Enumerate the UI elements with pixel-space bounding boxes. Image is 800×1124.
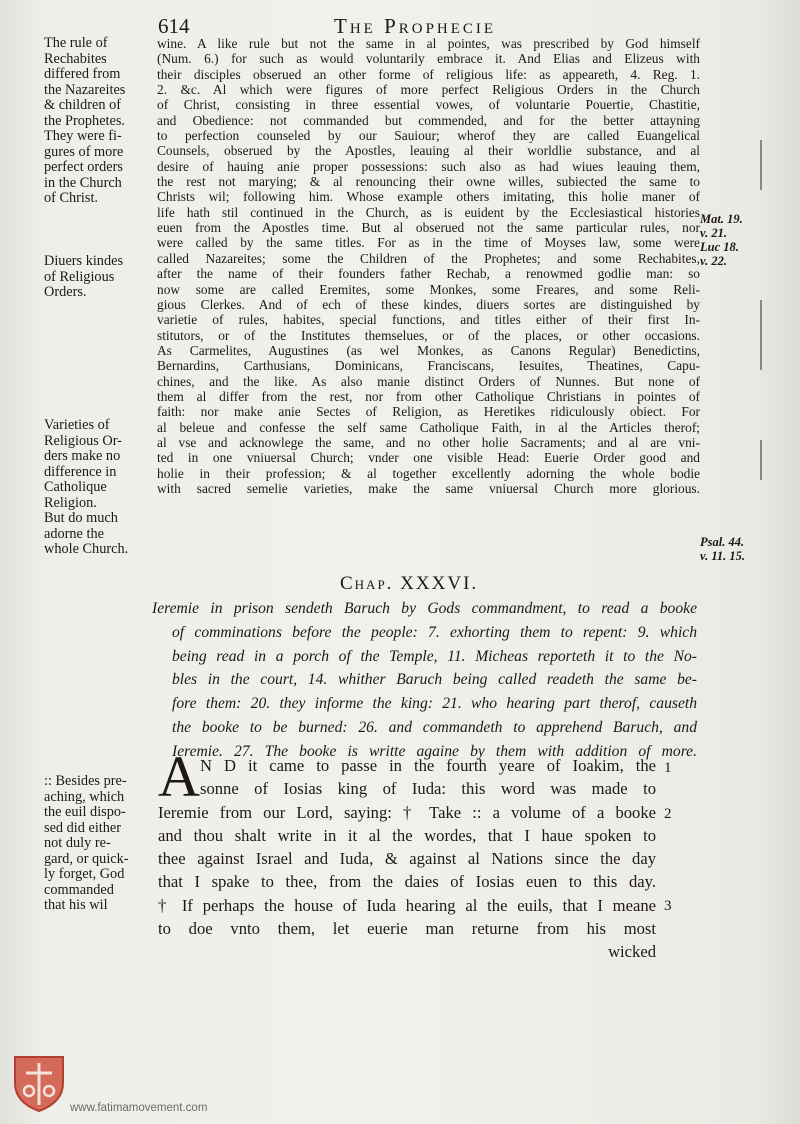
body-line: holie in their profession; & al together excellently adorning the whole bodie (157, 465, 700, 481)
cross-reference-psalm: Psal. 44. v. 11. 15. (700, 535, 746, 563)
verse-number-3: 3 (664, 898, 672, 914)
body-line: As Carmelites, Augustines (as wel Monkes, as Canons Regular) Benedictins, (157, 342, 700, 358)
argument-line: Ieremie in prison sendeth Baruch by Gods commandment, to read a booke (152, 600, 697, 617)
edge-rule (760, 300, 762, 370)
text-line: sonne of Iosias king of Iuda: this word was made to (200, 779, 656, 799)
body-line: now some are called Eremites, some Monkes, some Freares, and some Reli- (157, 281, 700, 297)
body-line: euen from the Apostles time. But al obserued not the same particular rules, nor (157, 220, 700, 236)
verse-number-1: 1 (664, 760, 672, 776)
body-line: with sacred semelie varieties, make the same vniuersal Church more glorious. (157, 480, 700, 496)
margin-note-religious-orders: Diuers kindes of Religious Orders. (44, 253, 124, 300)
body-line: were called by the same titles. For as in the time of Moyses law, some were (157, 235, 700, 251)
body-line: life hath stil continued in the Church, as is euident by the Ecclesiastical histories (157, 204, 700, 220)
body-line: them al differ from the rest, nor from other Catholique Christians in pointes of (157, 388, 700, 404)
body-line: of Christ, consisting in three essential vowes, of voluntarie Pouertie, Chastitie, (157, 97, 700, 113)
text-line: N D it came to passe in the fourth yeare of Ioakim, the (200, 756, 656, 775)
body-line: Bernardins, Carthusians, Dominicans, Franciscans, Iesuites, Theatines, Capu- (157, 358, 700, 374)
body-line: to perfection counseled by our Sauiour; wherof they are called Euangelical (157, 128, 700, 144)
argument-line: bles in the court, 14. whither Baruch being called readeth the same be- (172, 671, 697, 689)
body-line: and Obedience: not commanded but commended, and for the better attayning (157, 112, 700, 128)
cross-reference-matthew: Mat. 19. v. 21. Luc 18. v. 22. (700, 212, 743, 268)
argument-line: fore them: 20. they informe the king: 21. who hearing part therof, causeth (172, 695, 697, 713)
body-line: stitutors, or of the Institutes themselues, or of the places, or other occasions. (157, 327, 700, 343)
body-line: al beleue and confesse the self same Catholique Faith, in al the Articles therof; (157, 419, 700, 435)
margin-note-varieties: Varieties of Religious Or- ders make no difference in Catholique Religion. But do much adorne the whole Church. (44, 417, 129, 557)
shield-logo-icon (12, 1053, 66, 1113)
body-line: faith: nor make anie Sectes of Religion, as Heretikes ridiculously obiect. For (157, 404, 700, 420)
body-line: al vse and acknowlege the same, and no other holie Sacraments; and al are vni- (157, 434, 700, 450)
body-line: their disciples obserued an other forme of religious life: as appeareth, 4. Reg. 1. (157, 66, 700, 82)
body-line: Christs wil; following him. Whose example others imitating, this holie maner of (157, 189, 700, 205)
body-line: the rest not marying; & al renouncing their owne willes, subiected the same to (157, 174, 700, 190)
body-line: (Num. 6.) for such as would voluntarily embrace it. And Elias and Elizeus with (157, 51, 700, 67)
drop-cap: A (158, 744, 200, 809)
body-line: gious Clerkes. And of ech of these kindes, diuers sortes are distinguished by (157, 296, 700, 312)
page-number: 614 (158, 14, 190, 38)
scripture-text (158, 754, 656, 964)
body-line: called Nazareites; some the Children of the Prophetes; and some Rechabites, (157, 250, 700, 266)
body-line: 2. &c. Al which were figures of more perfect Religious Orders in the Church (157, 82, 700, 98)
text-line: thee against Israel and Iuda, & against al Nations since the day (158, 849, 656, 869)
body-line: chines, and the like. As also manie distinct Orders of Nunnes. But none of (157, 373, 700, 389)
body-line: varietie of rules, habites, special functions, and titles either of their first In- (157, 312, 700, 328)
body-line: wine. A like rule but not the same in al pointes, was prescribed by God himself (157, 36, 700, 51)
margin-note-rechabites: The rule of Rechabites differed from the Nazareites & children of the Prophetes. They were fi- gures of more perfect orders in the Church of Christ. (44, 35, 126, 206)
argument-line: Ieremie. 27. The booke is writte againe by them with addition of more. (172, 742, 697, 760)
edge-rule (760, 440, 762, 480)
text-line: † If perhaps the house of Iuda hearing al the euils, that I meane (158, 895, 656, 915)
commentary-block (157, 36, 700, 496)
edge-rule (760, 140, 762, 190)
argument-line: the booke to be burned: 26. and commandeth to apprehend Baruch, and (172, 718, 697, 736)
footer-url: www.fatimamovement.com (70, 1102, 208, 1114)
running-title: The Prophecie (334, 14, 497, 38)
argument-line: being read in a porch of the Temple, 11. Micheas reporteth it to the No- (172, 647, 697, 665)
margin-note-preaching: :: Besides pre- aching, which the euil dispo- sed did either not duly re- gard, or quick- ly forget, God commanded that his wil (44, 773, 129, 913)
body-line: desire of hauing anie proper possessions: such also as had wiues leauing them, (157, 158, 700, 174)
text-line: that I spake to thee, from the daies of Iosias euen to this day. (158, 872, 656, 892)
text-line: Ieremie from our Lord, saying: † Take :: a volume of a booke (158, 802, 656, 822)
text-line: and thou shalt write in it al the wordes, that I haue spoken to (158, 825, 656, 845)
body-line: ted in one vniuersal Church; vnder one visible Head: Euerie Order good and (157, 450, 700, 466)
catchword: wicked (608, 942, 656, 962)
argument-line: of comminations before the people: 7. exhorting them to repent: 9. which (172, 623, 697, 641)
verse-number-2: 2 (664, 806, 672, 822)
chapter-title: Chap. XXXVI. (340, 573, 479, 594)
text-line: to doe vnto them, let euerie man returne from his most (158, 919, 656, 939)
body-line: after the name of their founders father Rechab, a renowmed godlie man: so (157, 266, 700, 282)
body-line: Counsels, obserued by the Apostles, leauing al their worldlie substance, and al (157, 143, 700, 159)
chapter-argument (152, 597, 697, 764)
